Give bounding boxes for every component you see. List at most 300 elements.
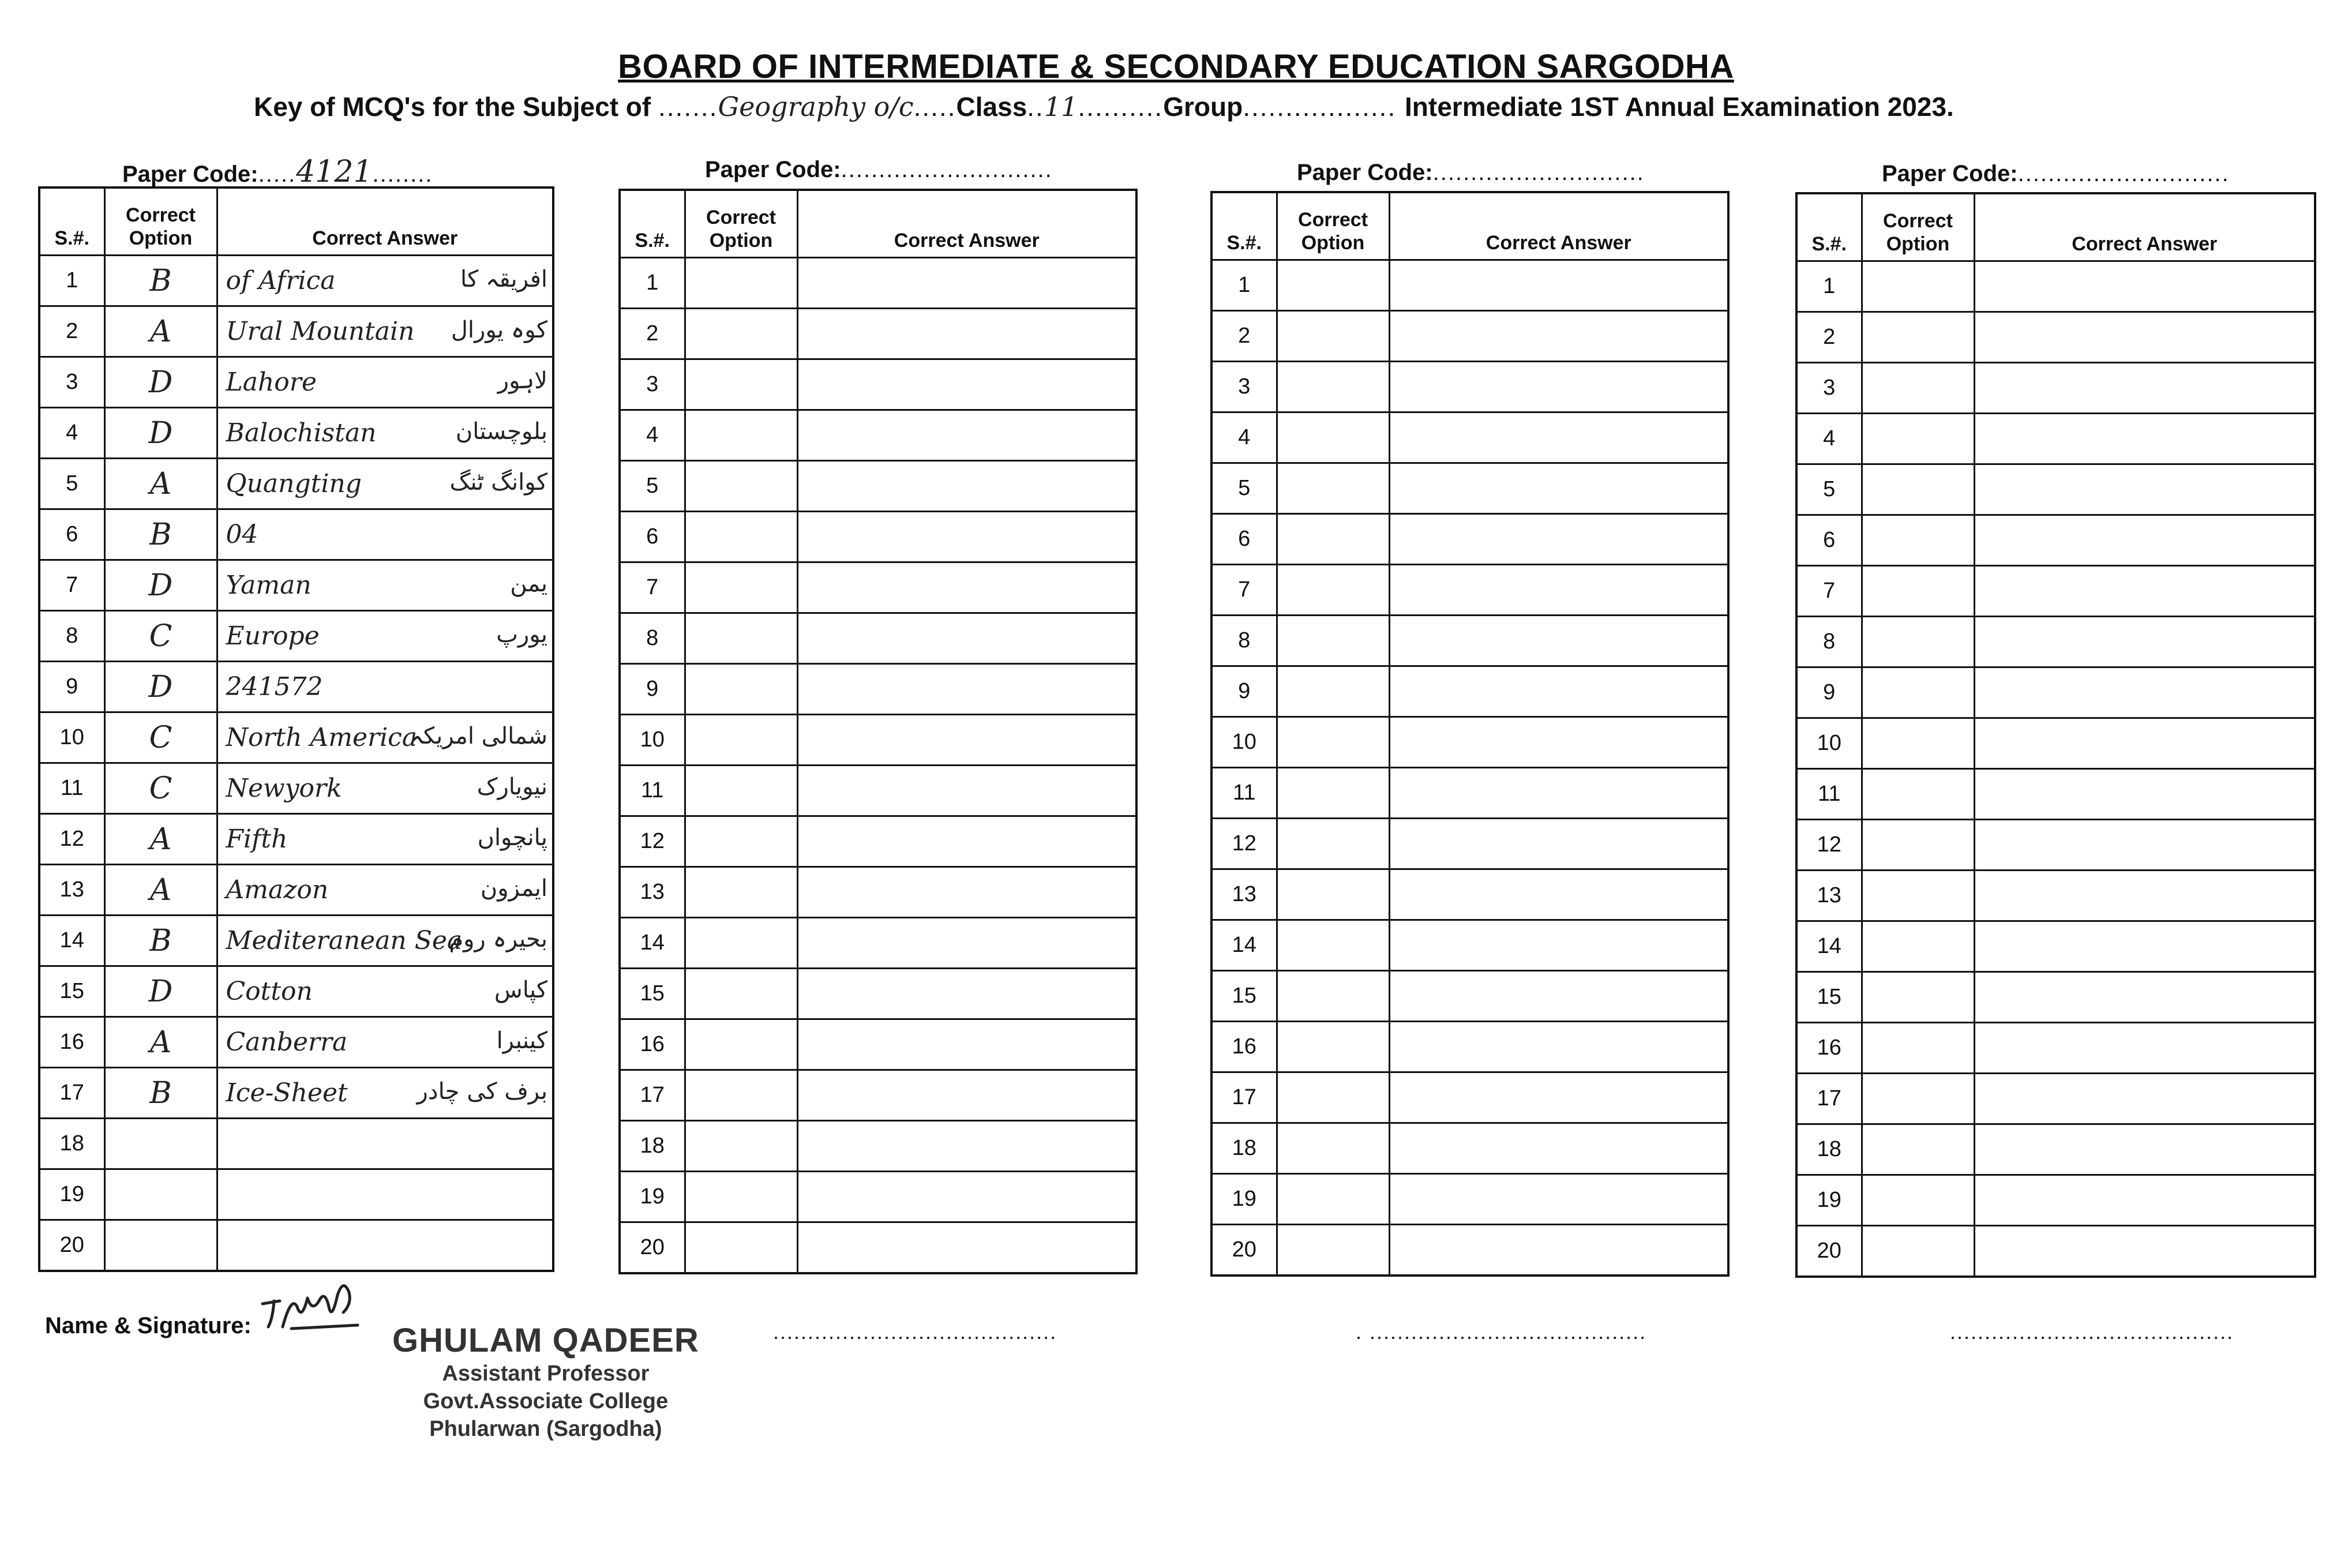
table-row bbox=[1796, 312, 2315, 363]
table-row bbox=[1796, 1226, 2315, 1277]
correct-option-cell bbox=[685, 969, 797, 1019]
correct-option-cell: B bbox=[104, 256, 217, 306]
table-row bbox=[1211, 819, 1728, 869]
table-row bbox=[39, 611, 553, 662]
serial-number-cell: 18 bbox=[39, 1119, 104, 1169]
correct-answer-cell bbox=[217, 611, 553, 662]
serial-number-cell: 1 bbox=[1796, 261, 1862, 312]
serial-number-cell: 6 bbox=[620, 512, 685, 562]
correct-option-cell bbox=[685, 1222, 797, 1274]
table-row bbox=[39, 712, 553, 763]
table-body bbox=[39, 256, 553, 1271]
correct-option-cell: A bbox=[104, 1017, 217, 1068]
table-row bbox=[620, 1172, 1136, 1222]
serial-number-cell: 3 bbox=[39, 357, 104, 408]
official-stamp bbox=[392, 1321, 699, 1443]
table-row bbox=[39, 966, 553, 1017]
correct-option-cell bbox=[1862, 1023, 1974, 1074]
option-header-line1: Correct bbox=[706, 207, 776, 228]
sn-header: S.#. bbox=[1211, 192, 1277, 260]
serial-number-cell: 2 bbox=[620, 309, 685, 359]
table-body bbox=[1796, 261, 2315, 1277]
correct-option-cell bbox=[1862, 1175, 1974, 1226]
correct-answer-cell bbox=[1389, 1022, 1728, 1072]
correct-answer-cell bbox=[1389, 869, 1728, 920]
option-header-line1: Correct bbox=[1298, 209, 1368, 231]
correct-option-cell bbox=[1277, 1174, 1389, 1225]
correct-option-cell bbox=[685, 1019, 797, 1070]
correct-answer-cell bbox=[217, 814, 553, 865]
table-row bbox=[1211, 1022, 1728, 1072]
correct-answer-cell bbox=[797, 258, 1136, 309]
table-row bbox=[39, 1220, 553, 1271]
paper-code-label-4 bbox=[1882, 161, 2230, 187]
table-row bbox=[1211, 717, 1728, 768]
correct-option-cell bbox=[685, 512, 797, 562]
serial-number-cell: 8 bbox=[1796, 617, 1862, 667]
table-row bbox=[1796, 871, 2315, 921]
paper-code-dots: ............................ bbox=[2017, 161, 2230, 186]
table-row bbox=[39, 459, 553, 509]
serial-number-cell: 15 bbox=[620, 969, 685, 1019]
serial-number-cell: 18 bbox=[1211, 1123, 1277, 1174]
correct-option-cell bbox=[685, 918, 797, 969]
table-row bbox=[1796, 667, 2315, 718]
correct-answer-cell bbox=[1389, 362, 1728, 412]
answer-key-table-4 bbox=[1795, 192, 2316, 1278]
serial-number-cell: 4 bbox=[39, 408, 104, 459]
serial-number-cell: 12 bbox=[620, 816, 685, 867]
table-row bbox=[1796, 261, 2315, 312]
answer-english: Europe bbox=[226, 621, 320, 651]
serial-number-cell: 4 bbox=[1211, 412, 1277, 463]
serial-number-cell: 19 bbox=[1796, 1175, 1862, 1226]
sn-header: S.#. bbox=[39, 187, 104, 256]
serial-number-cell: 3 bbox=[1796, 363, 1862, 414]
correct-answer-cell bbox=[797, 1222, 1136, 1274]
answer-english: Ural Mountain bbox=[226, 317, 415, 346]
paper-code-dots: ............................ bbox=[1432, 160, 1645, 185]
correct-option-cell bbox=[1862, 820, 1974, 871]
serial-number-cell: 2 bbox=[39, 306, 104, 357]
correct-answer-cell bbox=[1974, 414, 2315, 464]
subject-dots-before: ....... bbox=[658, 92, 718, 122]
table-row bbox=[1211, 616, 1728, 666]
option-header-line1: Correct bbox=[1883, 210, 1953, 232]
table-row bbox=[1211, 869, 1728, 920]
table-row bbox=[1211, 514, 1728, 565]
serial-number-cell: 8 bbox=[1211, 616, 1277, 666]
board-title: BOARD OF INTERMEDIATE & SECONDARY EDUCATION SARGODHA bbox=[618, 48, 1734, 85]
table-row bbox=[620, 410, 1136, 461]
correct-option-cell bbox=[1277, 463, 1389, 514]
correct-answer-cell bbox=[1974, 363, 2315, 414]
correct-answer-cell bbox=[217, 1017, 553, 1068]
table-row bbox=[39, 814, 553, 865]
table-row bbox=[1796, 566, 2315, 617]
serial-number-cell: 19 bbox=[620, 1172, 685, 1222]
class-label: Class bbox=[956, 92, 1027, 122]
table-row bbox=[620, 258, 1136, 309]
serial-number-cell: 3 bbox=[620, 359, 685, 410]
table-row bbox=[620, 766, 1136, 816]
serial-number-cell: 14 bbox=[39, 916, 104, 966]
correct-option-cell: A bbox=[104, 306, 217, 357]
paper-code-dots: ..... bbox=[258, 162, 297, 187]
answer-urdu: پانچواں bbox=[477, 824, 547, 851]
correct-answer-cell bbox=[797, 664, 1136, 715]
correct-answer-cell bbox=[797, 309, 1136, 359]
correct-option-cell: A bbox=[104, 459, 217, 509]
serial-number-cell: 2 bbox=[1211, 311, 1277, 362]
table-row bbox=[39, 560, 553, 611]
serial-number-cell: 20 bbox=[1211, 1225, 1277, 1276]
stamp-college: Govt.Associate College bbox=[423, 1389, 669, 1413]
table-row bbox=[1796, 515, 2315, 566]
correct-option-cell: B bbox=[104, 916, 217, 966]
answer-english: North America bbox=[226, 723, 418, 752]
correct-option-cell: C bbox=[104, 763, 217, 814]
correct-answer-cell bbox=[1389, 412, 1728, 463]
paper-code-text: Paper Code: bbox=[1882, 161, 2018, 186]
correct-option-cell bbox=[685, 867, 797, 918]
correct-answer-cell bbox=[797, 816, 1136, 867]
table-row bbox=[39, 306, 553, 357]
table-row bbox=[1211, 412, 1728, 463]
correct-answer-cell bbox=[1389, 971, 1728, 1022]
answer-urdu: شمالی امریکہ bbox=[410, 723, 547, 749]
serial-number-cell: 9 bbox=[620, 664, 685, 715]
correct-answer-cell bbox=[1389, 1174, 1728, 1225]
serial-number-cell: 13 bbox=[620, 867, 685, 918]
answer-english: Yaman bbox=[226, 571, 312, 600]
option-header bbox=[1862, 193, 1974, 261]
correct-answer-cell bbox=[1974, 921, 2315, 972]
table-row bbox=[620, 359, 1136, 410]
table-row bbox=[620, 664, 1136, 715]
serial-number-cell: 14 bbox=[1211, 920, 1277, 971]
option-header-line2: Option bbox=[1301, 232, 1365, 254]
correct-answer-cell bbox=[1389, 514, 1728, 565]
correct-answer-cell bbox=[217, 1119, 553, 1169]
serial-number-cell: 13 bbox=[1796, 871, 1862, 921]
serial-number-cell: 5 bbox=[39, 459, 104, 509]
correct-option-cell bbox=[1277, 869, 1389, 920]
table-row bbox=[620, 1222, 1136, 1274]
correct-answer-cell bbox=[1974, 667, 2315, 718]
serial-number-cell: 14 bbox=[620, 918, 685, 969]
serial-number-cell: 10 bbox=[620, 715, 685, 766]
serial-number-cell: 15 bbox=[39, 966, 104, 1017]
table-row bbox=[1796, 1124, 2315, 1175]
answer-urdu: افریقہ کا bbox=[460, 266, 547, 292]
table-body bbox=[620, 258, 1136, 1274]
serial-number-cell: 16 bbox=[620, 1019, 685, 1070]
serial-number-cell: 1 bbox=[39, 256, 104, 306]
serial-number-cell: 17 bbox=[1211, 1072, 1277, 1123]
table-row bbox=[1211, 920, 1728, 971]
correct-answer-cell bbox=[217, 865, 553, 916]
answer-english: Mediteranean Sea bbox=[226, 926, 463, 955]
table-row bbox=[39, 865, 553, 916]
correct-option-cell bbox=[1862, 261, 1974, 312]
paper-code-text: Paper Code: bbox=[705, 157, 841, 182]
correct-answer-cell bbox=[1389, 768, 1728, 819]
serial-number-cell: 13 bbox=[39, 865, 104, 916]
table-row bbox=[39, 916, 553, 966]
correct-option-cell bbox=[1862, 972, 1974, 1023]
correct-option-cell bbox=[1862, 414, 1974, 464]
correct-answer-cell bbox=[797, 562, 1136, 613]
correct-option-cell: D bbox=[104, 662, 217, 712]
correct-answer-cell bbox=[797, 1121, 1136, 1172]
table-row bbox=[620, 1121, 1136, 1172]
correct-answer-cell bbox=[1974, 1175, 2315, 1226]
serial-number-cell: 9 bbox=[39, 662, 104, 712]
table-row bbox=[620, 461, 1136, 512]
correct-answer-cell bbox=[217, 763, 553, 814]
table-row bbox=[1211, 1225, 1728, 1276]
correct-option-cell bbox=[685, 715, 797, 766]
subject-line bbox=[254, 91, 1954, 122]
correct-option-cell bbox=[1277, 666, 1389, 717]
serial-number-cell: 20 bbox=[39, 1220, 104, 1271]
table-row bbox=[39, 1068, 553, 1119]
table-row bbox=[620, 1019, 1136, 1070]
correct-option-cell: A bbox=[104, 865, 217, 916]
serial-number-cell: 7 bbox=[39, 560, 104, 611]
correct-answer-cell bbox=[217, 712, 553, 763]
answer-header: Correct Answer bbox=[1389, 192, 1728, 260]
correct-option-cell bbox=[685, 766, 797, 816]
correct-option-cell bbox=[1277, 565, 1389, 616]
serial-number-cell: 6 bbox=[39, 509, 104, 560]
table-row bbox=[1796, 820, 2315, 871]
correct-option-cell bbox=[685, 613, 797, 664]
serial-number-cell: 11 bbox=[620, 766, 685, 816]
serial-number-cell: 1 bbox=[1211, 260, 1277, 311]
table-row bbox=[39, 1169, 553, 1220]
correct-option-cell: C bbox=[104, 611, 217, 662]
answer-urdu: یورپ bbox=[496, 621, 547, 648]
correct-answer-cell bbox=[1974, 1124, 2315, 1175]
table-header-row bbox=[1796, 193, 2315, 261]
correct-option-cell bbox=[104, 1220, 217, 1271]
correct-answer-cell bbox=[797, 766, 1136, 816]
correct-answer-cell bbox=[1974, 718, 2315, 769]
correct-option-cell bbox=[1862, 464, 1974, 515]
table-row bbox=[1211, 565, 1728, 616]
correct-answer-cell bbox=[1389, 260, 1728, 311]
serial-number-cell: 17 bbox=[620, 1070, 685, 1121]
table-row bbox=[39, 1017, 553, 1068]
correct-answer-cell bbox=[1974, 1226, 2315, 1277]
answer-urdu: بلوچستان bbox=[455, 418, 547, 445]
answer-urdu: کوانگ ٹنگ bbox=[449, 469, 547, 496]
serial-number-cell: 5 bbox=[1211, 463, 1277, 514]
correct-option-cell bbox=[1277, 260, 1389, 311]
exam-text: Intermediate 1ST Annual Examination 2023. bbox=[1405, 92, 1954, 122]
answer-header: Correct Answer bbox=[217, 187, 553, 256]
correct-option-cell bbox=[1862, 363, 1974, 414]
table-row bbox=[620, 969, 1136, 1019]
correct-option-cell bbox=[1277, 514, 1389, 565]
correct-answer-cell bbox=[1974, 1023, 2315, 1074]
answer-urdu: کینبرا bbox=[496, 1027, 547, 1054]
correct-answer-cell bbox=[1389, 920, 1728, 971]
correct-option-cell bbox=[1277, 412, 1389, 463]
option-header bbox=[104, 187, 217, 256]
correct-answer-cell bbox=[1974, 1074, 2315, 1124]
table-row bbox=[620, 816, 1136, 867]
table-row bbox=[620, 512, 1136, 562]
correct-answer-cell bbox=[797, 1070, 1136, 1121]
correct-option-cell bbox=[1277, 971, 1389, 1022]
table-row bbox=[1796, 1023, 2315, 1074]
subject-dots-after: ..... bbox=[913, 92, 956, 122]
table-row bbox=[620, 867, 1136, 918]
answer-english: Ice-Sheet bbox=[226, 1078, 348, 1108]
correct-option-cell bbox=[1862, 1226, 1974, 1277]
answer-urdu: بحیرہ روم bbox=[449, 926, 547, 952]
correct-answer-cell bbox=[1974, 566, 2315, 617]
correct-option-cell bbox=[1862, 515, 1974, 566]
serial-number-cell: 17 bbox=[39, 1068, 104, 1119]
correct-option-cell bbox=[685, 1121, 797, 1172]
paper-code-label-2 bbox=[705, 157, 1053, 183]
serial-number-cell: 18 bbox=[620, 1121, 685, 1172]
table-row bbox=[1211, 260, 1728, 311]
stamp-title: Assistant Professor bbox=[442, 1361, 650, 1386]
signature-label: Name & Signature: bbox=[45, 1313, 252, 1338]
correct-answer-cell bbox=[797, 359, 1136, 410]
correct-option-cell bbox=[1862, 1074, 1974, 1124]
correct-answer-cell bbox=[797, 918, 1136, 969]
table-row bbox=[620, 613, 1136, 664]
serial-number-cell: 9 bbox=[1796, 667, 1862, 718]
correct-option-cell bbox=[1862, 312, 1974, 363]
serial-number-cell: 10 bbox=[1796, 718, 1862, 769]
table-row bbox=[39, 357, 553, 408]
correct-answer-cell bbox=[797, 969, 1136, 1019]
serial-number-cell: 1 bbox=[620, 258, 685, 309]
option-header-line2: Option bbox=[709, 230, 773, 252]
correct-answer-cell bbox=[1974, 617, 2315, 667]
correct-option-cell bbox=[685, 410, 797, 461]
table-row bbox=[1796, 769, 2315, 820]
correct-answer-cell bbox=[1389, 616, 1728, 666]
correct-answer-cell bbox=[1389, 666, 1728, 717]
serial-number-cell: 10 bbox=[1211, 717, 1277, 768]
serial-number-cell: 3 bbox=[1211, 362, 1277, 412]
correct-option-cell bbox=[1277, 1022, 1389, 1072]
answer-urdu: برف کی چادر bbox=[417, 1078, 547, 1105]
correct-option-cell bbox=[685, 461, 797, 512]
correct-option-cell bbox=[1277, 768, 1389, 819]
correct-option-cell: B bbox=[104, 1068, 217, 1119]
correct-answer-cell bbox=[797, 613, 1136, 664]
serial-number-cell: 9 bbox=[1211, 666, 1277, 717]
answer-key-table-2 bbox=[618, 189, 1138, 1274]
paper-code-dots: ........ bbox=[372, 162, 433, 187]
table-row bbox=[1796, 414, 2315, 464]
serial-number-cell: 2 bbox=[1796, 312, 1862, 363]
serial-number-cell: 14 bbox=[1796, 921, 1862, 972]
table-row bbox=[1211, 1174, 1728, 1225]
answer-english: Balochistan bbox=[226, 418, 377, 448]
correct-option-cell bbox=[685, 816, 797, 867]
serial-number-cell: 18 bbox=[1796, 1124, 1862, 1175]
table-row bbox=[1796, 617, 2315, 667]
correct-answer-cell bbox=[797, 512, 1136, 562]
class-value: 11 bbox=[1044, 91, 1078, 122]
correct-answer-cell bbox=[217, 560, 553, 611]
answer-urdu: لاہور bbox=[497, 367, 547, 394]
serial-number-cell: 16 bbox=[39, 1017, 104, 1068]
correct-option-cell bbox=[1862, 667, 1974, 718]
table-row bbox=[1211, 1072, 1728, 1123]
table-row bbox=[620, 309, 1136, 359]
serial-number-cell: 7 bbox=[1796, 566, 1862, 617]
correct-option-cell bbox=[1277, 1123, 1389, 1174]
group-label: Group bbox=[1163, 92, 1243, 122]
correct-answer-cell bbox=[217, 1169, 553, 1220]
correct-option-cell bbox=[685, 664, 797, 715]
correct-answer-cell bbox=[1974, 515, 2315, 566]
correct-answer-cell bbox=[1974, 464, 2315, 515]
option-header-line2: Option bbox=[129, 227, 193, 249]
key-prefix: Key of MCQ's for the Subject of bbox=[254, 92, 651, 122]
correct-answer-cell bbox=[797, 1172, 1136, 1222]
answer-key-table-3 bbox=[1210, 191, 1730, 1277]
serial-number-cell: 20 bbox=[620, 1222, 685, 1274]
stamp-name: GHULAM QADEER bbox=[392, 1322, 699, 1359]
correct-option-cell bbox=[1862, 871, 1974, 921]
serial-number-cell: 12 bbox=[1796, 820, 1862, 871]
correct-option-cell bbox=[1277, 819, 1389, 869]
serial-number-cell: 6 bbox=[1796, 515, 1862, 566]
serial-number-cell: 20 bbox=[1796, 1226, 1862, 1277]
correct-answer-cell bbox=[217, 966, 553, 1017]
table-row bbox=[39, 1119, 553, 1169]
correct-answer-cell bbox=[1389, 1225, 1728, 1276]
correct-option-cell bbox=[1862, 921, 1974, 972]
table-row bbox=[1211, 311, 1728, 362]
correct-answer-cell bbox=[797, 461, 1136, 512]
answer-english: 04 bbox=[226, 520, 258, 549]
group-dots: .................. bbox=[1243, 92, 1405, 122]
table-row bbox=[39, 509, 553, 560]
correct-option-cell bbox=[1277, 616, 1389, 666]
serial-number-cell: 16 bbox=[1796, 1023, 1862, 1074]
correct-option-cell bbox=[685, 562, 797, 613]
answer-english: Lahore bbox=[226, 367, 317, 397]
table-row bbox=[39, 763, 553, 814]
signature-dots-4: ......................................... bbox=[1950, 1320, 2234, 1344]
serial-number-cell: 6 bbox=[1211, 514, 1277, 565]
correct-option-cell: B bbox=[104, 509, 217, 560]
correct-answer-cell bbox=[217, 916, 553, 966]
correct-answer-cell bbox=[217, 357, 553, 408]
serial-number-cell: 11 bbox=[1211, 768, 1277, 819]
correct-answer-cell bbox=[1389, 1123, 1728, 1174]
correct-option-cell bbox=[1862, 769, 1974, 820]
serial-number-cell: 10 bbox=[39, 712, 104, 763]
paper-code-text: Paper Code: bbox=[122, 162, 258, 187]
serial-number-cell: 16 bbox=[1211, 1022, 1277, 1072]
correct-option-cell bbox=[1277, 1225, 1389, 1276]
table-row bbox=[1796, 464, 2315, 515]
